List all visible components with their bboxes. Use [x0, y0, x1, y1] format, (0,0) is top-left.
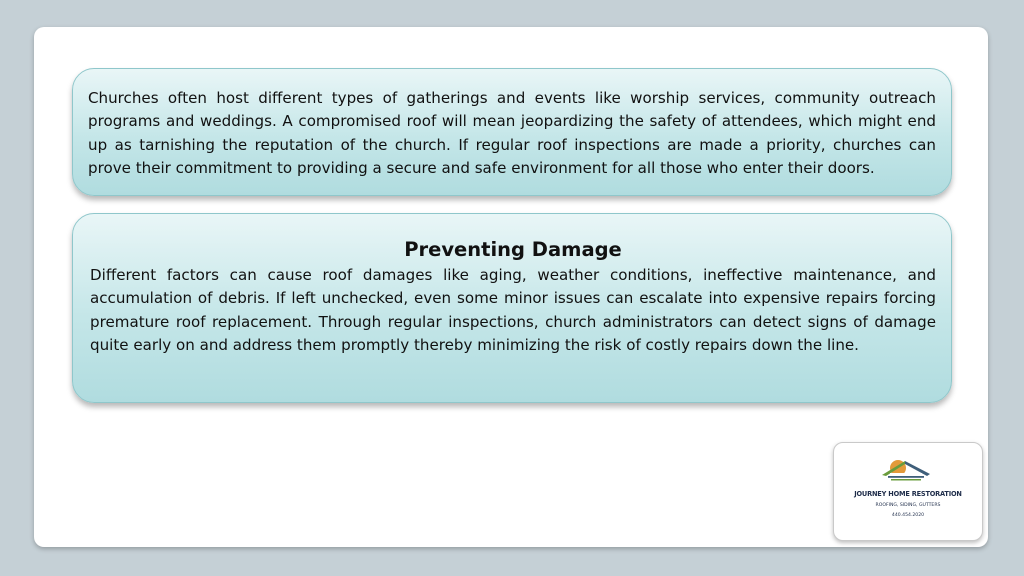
company-logo-card: [833, 442, 983, 541]
preventing-damage-callout-box: [72, 213, 952, 403]
logo-phone-number: 440.454.2020: [891, 513, 925, 518]
house-roof-sun-icon: [878, 455, 934, 485]
intro-paragraph: Churches often host different types of gatherings and events like worship services, community outreach programs and weddings. A compromised roof will mean jeopardizing the safety of attendees, which might end up as tarnishing the reputation of the church. If regular roof inspections are made a priority, churches can prove their commitment to providing a secure and safe environment for all those who enter their doors.: [88, 89, 936, 177]
section-paragraph: Different factors can cause roof damages like aging, weather conditions, ineffective maintenance, and accumulation of debris. If left unchecked, even some minor issues can escalate into expensive repairs forcing premature roof replacement. Through regular inspections, church administrators can detect signs of damage quite early on and address them promptly thereby minimizing the risk of costly repairs down the line.: [90, 266, 936, 354]
intro-callout-box: [72, 68, 952, 196]
slide: [34, 27, 988, 547]
section-heading: Preventing Damage: [404, 238, 622, 261]
logo-company-name: JOURNEY HOME RESTORATION: [854, 490, 962, 498]
logo-tagline: ROOFING, SIDING, GUTTERS: [875, 503, 941, 508]
